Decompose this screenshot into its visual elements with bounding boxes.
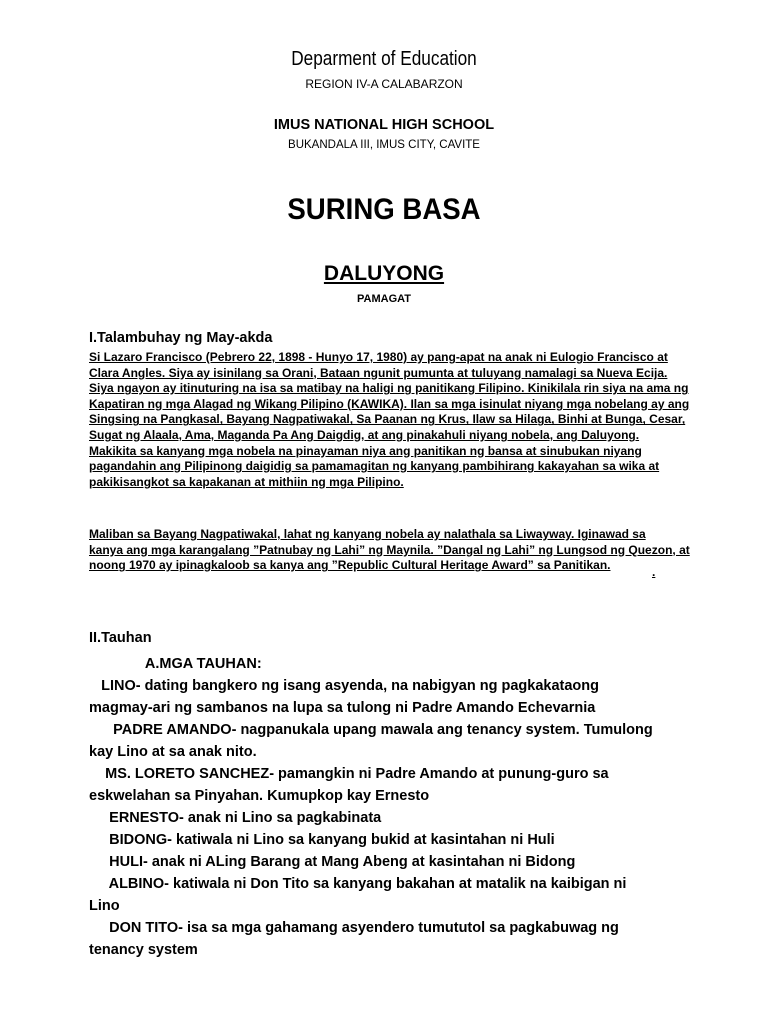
book-title-caption: PAMAGAT — [357, 293, 411, 305]
paragraph-line: Kapatiran ng mga Alagad ng Wikang Pilipino (KAWIKA). Ilan sa mga isinulat niyang mga nobelang ay ang — [89, 396, 690, 411]
document-title: SURING BASA — [287, 193, 481, 226]
paragraph-line: pakikisangkot sa kapakanan at mithiin ng mga Pilipino. — [89, 474, 404, 489]
author-bio-paragraph — [89, 350, 689, 490]
characters-list — [89, 653, 709, 961]
character-line: A.MGA TAUHAN: — [89, 656, 262, 672]
author-awards-paragraph — [89, 527, 689, 574]
paragraph-line: pagandahin ang Pilipinong daigidig sa pamamagitan ng kanyang pambihirang kakayahan sa wika at — [89, 459, 660, 474]
paragraph-line: Si Lazaro Francisco (Pebrero 22, 1898 - Hunyo 17, 1980) ay pang-apat na anak ni Eulogio Francisco at — [89, 350, 668, 364]
school-name: IMUS NATIONAL HIGH SCHOOL — [273, 117, 495, 133]
character-line: MS. LORETO SANCHEZ- pamangkin ni Padre Amando at punung-guro sa — [89, 766, 609, 782]
character-line: ALBINO- katiwala ni Don Tito sa kanyang bakahan at matalik na kaibigan ni — [89, 876, 627, 892]
paragraph-line: kanya ang mga karangalang ”Patnubay ng Lahi” ng Maynila. ”Dangal ng Lahi” ng Lungsod ng Quezon, at — [89, 542, 690, 557]
paragraph-line: Sugat ng Alaala, Ama, Maganda Pa Ang Daigdig, at ang pinakahuli niyang nobela, ang Daluyong. — [89, 427, 640, 442]
region-name: REGION IV-A CALABARZON — [305, 77, 463, 91]
school-address: BUKANDALA III, IMUS CITY, CAVITE — [288, 139, 480, 151]
book-title: DALUYONG — [323, 262, 445, 285]
character-line: kay Lino at sa anak nito. — [89, 744, 257, 760]
paragraph-line: noong 1970 ay ipinagkaloob sa kanya ang ”Republic Cultural Heritage Award” sa Panitikan. — [89, 558, 611, 573]
paragraph-line: Maliban sa Bayang Nagpatiwakal, lahat ng kanyang nobela ay nalathala sa Liwayway. Iginawad sa — [89, 527, 646, 541]
character-line: tenancy system — [89, 942, 198, 958]
character-line: LINO- dating bangkero ng isang asyenda, na nabigyan ng pagkakataong — [89, 678, 599, 694]
character-line: magmay-ari ng sambanos na lupa sa tulong ni Padre Amando Echevarnia — [89, 700, 596, 716]
paragraph-line: Makikita sa kanyang mga nobela na pinayaman niya ang panitikan ng bansa at sinubukan niyang — [89, 443, 642, 458]
department-name: Deparment of Education — [291, 48, 477, 70]
character-line: eskwelahan sa Pinyahan. Kumupkop kay Ernesto — [89, 788, 430, 804]
character-line: ERNESTO- anak ni Lino sa pagkabinata — [89, 810, 382, 826]
section-heading-characters: II.Tauhan — [89, 630, 152, 646]
paragraph-line: Clara Angles. Siya ay isinilang sa Orani, Bataan ngunit pumunta at tuluyang namalagi sa Nueva Ecija. — [89, 365, 668, 380]
character-line: HULI- anak ni ALing Barang at Mang Abeng at kasintahan ni Bidong — [89, 854, 576, 870]
character-line: PADRE AMANDO- nagpanukala upang mawala ang tenancy system. Tumulong — [89, 722, 653, 738]
section-heading-author-bio: I.Talambuhay ng May-akda — [89, 330, 273, 346]
character-line: BIDONG- katiwala ni Lino sa kanyang bukid at kasintahan ni Huli — [89, 832, 555, 848]
character-line: Lino — [89, 898, 120, 914]
trailing-mark: . — [652, 565, 656, 579]
paragraph-line: Siya ngayon ay itinuturing na isa sa matibay na haligi ng panitikang Filipino. Kinikilala rin siya na ama ng — [89, 381, 689, 396]
character-line: DON TITO- isa sa mga gahamang asyendero tumututol sa pagkabuwag ng — [89, 920, 619, 936]
paragraph-line: Singsing na Pangkasal, Bayang Nagpatiwakal, Sa Paanan ng Krus, Ilaw sa Hilaga, Binhi at Bunga, Cesar, — [89, 412, 686, 427]
